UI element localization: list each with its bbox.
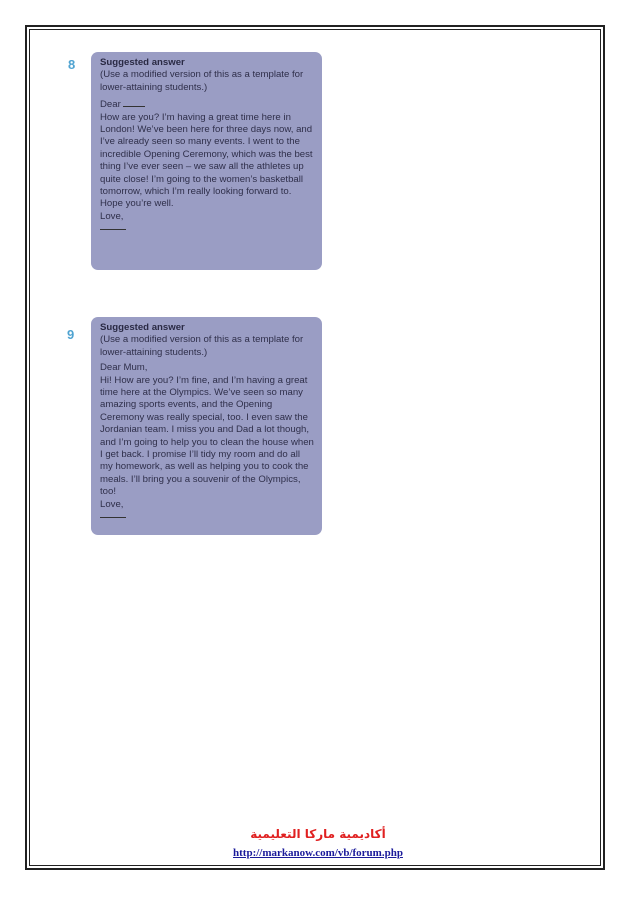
name-blank (123, 97, 145, 107)
footer-forum-link[interactable]: http://markanow.com/vb/forum.php (233, 847, 403, 859)
letter-signoff: Love, (100, 210, 124, 222)
letter-greeting: Dear Mum, (100, 362, 148, 374)
answer-note: (Use a modified version of this as a template for lower-attaining students.) (100, 69, 304, 93)
answer-card-8 (91, 52, 322, 270)
greeting-text: Dear (100, 99, 121, 111)
letter-greeting (100, 97, 314, 111)
letter-signoff: Love, (100, 498, 124, 510)
question-number-8: 8 (68, 57, 76, 72)
answer-title: Suggested answer (100, 322, 185, 333)
letter-closing-line: Hope you’re well. (100, 198, 174, 210)
letter-body: How are you? I’m having a great time here in London! We’ve been here for three days now, and I’ve already seen so many events. I went to the incredible Opening Ceremony, which was the best thing I’ve ever seen – we saw all the athletes up quite close! I’m going to the women’s basketball tomorrow, which I’m really looking forward to. (100, 111, 313, 198)
answer-note: (Use a modified version of this as a template for lower-attaining students.) (100, 334, 304, 358)
answer-title: Suggested answer (100, 57, 185, 68)
footer-academy-name: أكاديمية ماركا التعليمية (250, 827, 386, 841)
answer-card-9 (91, 317, 322, 535)
signature-blank (100, 223, 126, 230)
signature-blank (100, 511, 126, 518)
letter-body: Hi! How are you? I’m fine, and I’m having a great time here at the Olympics. We’ve seen so many amazing sports events, and the Opening Ceremony was really special, too. I even saw the Jordanian team. I miss you and Dad a lot though, and I’m going to help you to clean the house when I get back. I promise I’ll tidy my room and do all my homework, as well as helping you to cook the meals. I’ll bring you a souvenir of the Olympics, too! (100, 374, 314, 498)
question-number-9: 9 (67, 327, 75, 342)
